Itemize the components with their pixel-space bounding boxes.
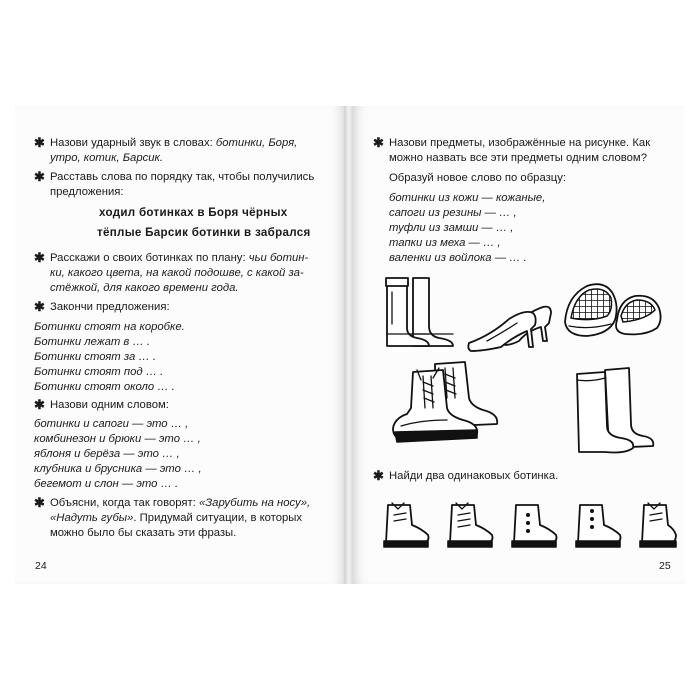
exercise-one-word: Назови одним словом: xyxy=(50,399,169,411)
pattern-list xyxy=(389,191,681,266)
list-item: ботинки и сапоги — это … , xyxy=(34,418,189,430)
right-page xyxy=(353,106,685,584)
list-item: валенки из войлока — … . xyxy=(389,252,527,264)
boot-3[interactable] xyxy=(512,505,557,547)
bullet-asterisk-icon: ✱ xyxy=(34,495,45,510)
exercise-tell-about-boots: Расскажи о своих ботинках по плану: чьи ботин- ки, какого цвета, на какой подошве, с какой за- стёжкой, для какого времени года. xyxy=(50,252,309,294)
exercise-stress-sound: Назови ударный звук в словах: ботинки, Боря, утро, котик, Барсик. xyxy=(50,137,298,164)
lace-up-boots-picture xyxy=(391,358,503,446)
pattern-title: Образуй новое слово по образцу: xyxy=(389,172,567,184)
page-number-right: 25 xyxy=(659,560,671,572)
list-item: Ботинки лежат в … . xyxy=(34,336,151,348)
bullet-asterisk-icon: ✱ xyxy=(34,135,45,150)
boot-4[interactable] xyxy=(576,505,621,547)
finish-sentences-list xyxy=(34,320,334,395)
bullet-asterisk-icon: ✱ xyxy=(373,468,384,483)
list-item: комбинезон и брюки — это … , xyxy=(34,433,201,445)
bullet-asterisk-icon: ✱ xyxy=(373,135,384,150)
exercise-name-objects: Назови предметы, изображённые на рисунке. Как можно назвать все эти предметы одним словом? xyxy=(389,137,651,164)
five-boots-row xyxy=(378,499,678,551)
list-item: бегемот и слон — это … . xyxy=(34,478,179,490)
page-number-left: 24 xyxy=(35,560,47,572)
bullet-asterisk-icon: ✱ xyxy=(34,299,45,314)
felt-boots-picture xyxy=(565,364,657,456)
boot-5[interactable] xyxy=(640,503,676,547)
high-heel-shoes-picture xyxy=(465,301,555,353)
boot-1[interactable] xyxy=(384,503,429,547)
exercise-finish-sentences: Закончи предложения: xyxy=(50,301,170,313)
exercise-find-identical: Найди два одинаковых ботинка. xyxy=(389,470,559,482)
bullet-asterisk-icon: ✱ xyxy=(34,250,45,265)
scrambled-sentence-1: ходил ботинках в Боря чёрных xyxy=(99,206,288,219)
exercise-idioms: Объясни, когда так говорят: «Зарубить на носу», «Надуть губы». Придумай ситуации, в которых можно было бы сказать эти фразы. xyxy=(50,497,311,539)
list-item: сапоги из резины — … , xyxy=(389,207,517,219)
open-workbook xyxy=(15,106,685,584)
list-item: Ботинки стоят за … . xyxy=(34,351,156,363)
list-item: Ботинки стоят на коробке. xyxy=(34,321,185,333)
list-item: Ботинки стоят под … . xyxy=(34,366,164,378)
list-item: ботинки из кожи — кожаные, xyxy=(389,192,546,204)
list-item: клубника и брусника — это … , xyxy=(34,463,202,475)
list-item: яблоня и берёза — это … , xyxy=(34,448,180,460)
exercise-word-order: Расставь слова по порядку так, чтобы получились предложения: xyxy=(50,171,315,198)
bullet-asterisk-icon: ✱ xyxy=(34,169,45,184)
list-item: Ботинки стоят около … . xyxy=(34,381,175,393)
left-page xyxy=(15,106,345,584)
plaid-slippers-picture xyxy=(561,276,665,342)
boot-2[interactable] xyxy=(448,503,493,547)
scrambled-sentence-2: тёплые Барсик ботинки в забрался xyxy=(97,226,311,239)
list-item: тапки из меха — … , xyxy=(389,237,501,249)
list-item: туфли из замши — … , xyxy=(389,222,514,234)
rubber-boots-picture xyxy=(383,274,457,350)
one-word-list xyxy=(34,417,334,492)
bullet-asterisk-icon: ✱ xyxy=(34,397,45,412)
